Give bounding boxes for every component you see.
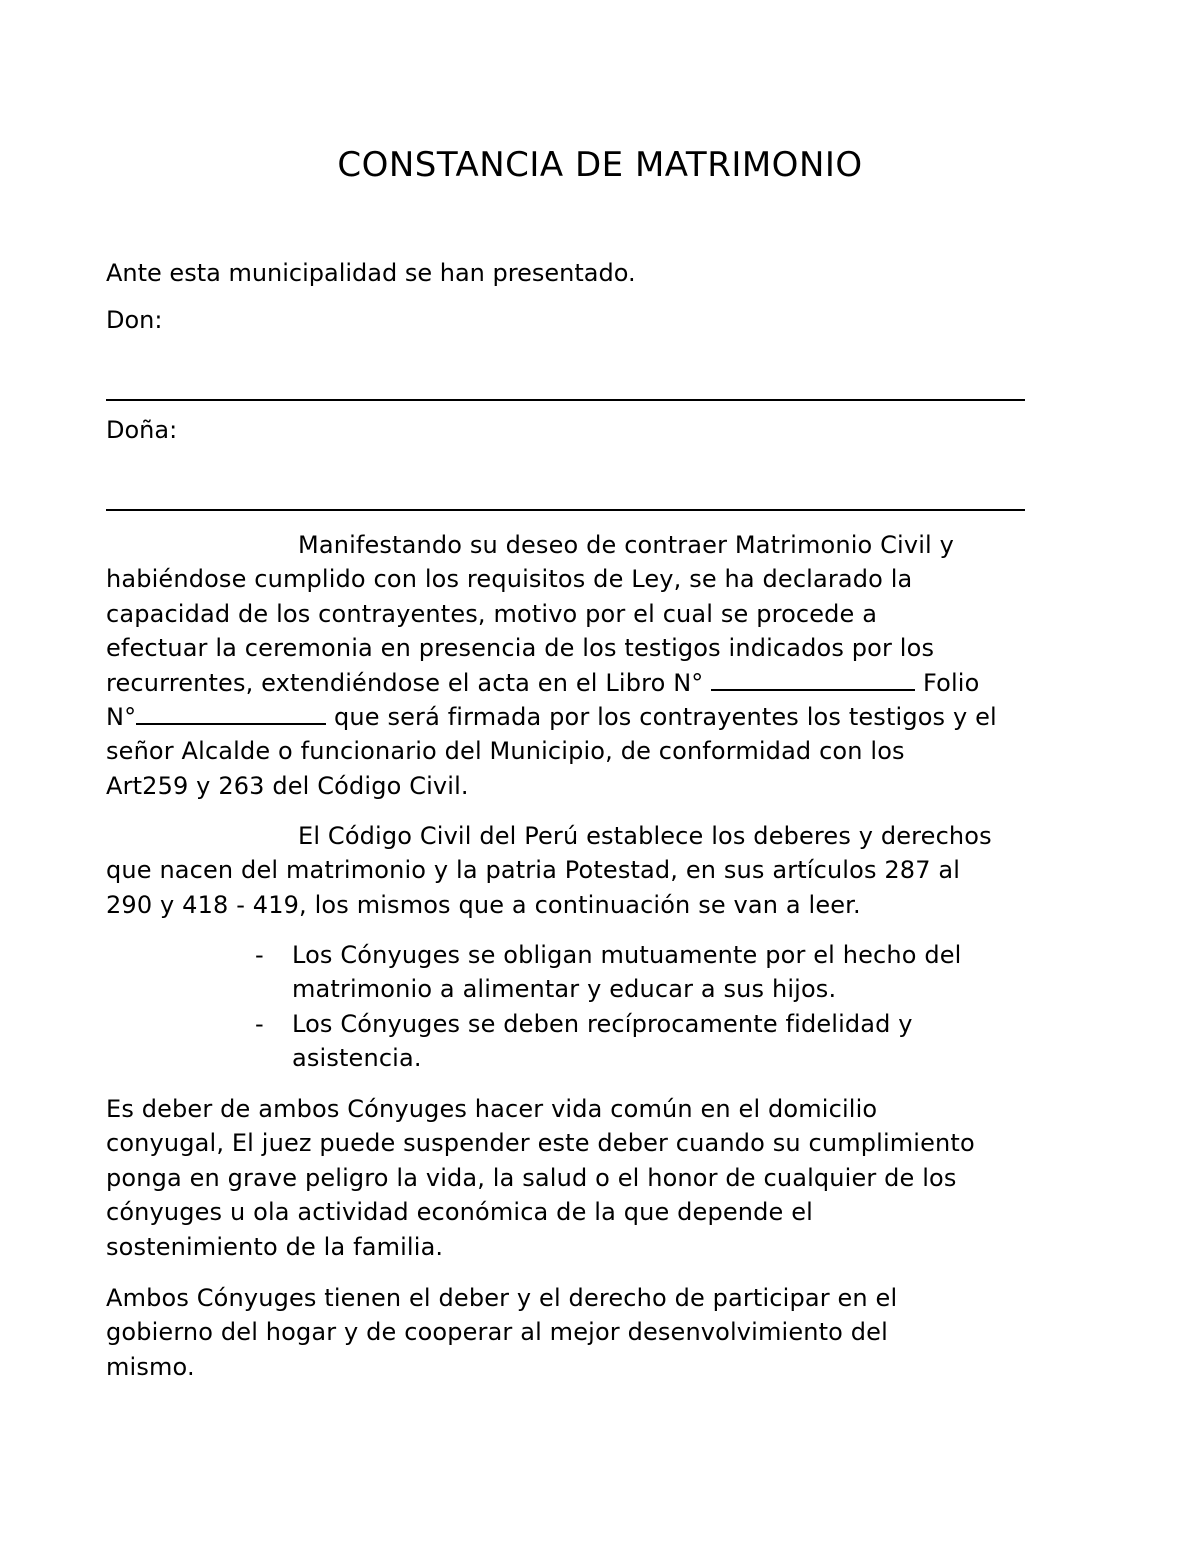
- libro-number-blank: [711, 669, 915, 691]
- paragraph-line: que nacen del matrimonio y la patria Potestad, en sus artículos 287 al: [106, 856, 961, 885]
- libro-label: recurrentes, extendiéndose el acta en el Libro N°: [106, 668, 704, 697]
- paragraph-line: El Código Civil del Perú establece los deberes y derechos: [298, 822, 992, 850]
- paragraph-line: [106, 700, 1106, 734]
- paragraph-declaration: [106, 528, 1106, 803]
- bullet-dash: -: [255, 1009, 264, 1038]
- paragraph-household: [106, 1281, 1106, 1384]
- paragraph-line: Manifestando su deseo de contraer Matrimonio Civil y: [298, 531, 954, 559]
- paragraph-line: habiéndose cumplido con los requisitos de Ley, se ha declarado la: [106, 565, 913, 594]
- paragraph-line: efectuar la ceremonia en presencia de los testigos indicados por los: [106, 634, 935, 663]
- list-item: [255, 1007, 1075, 1076]
- dona-label: Doña:: [106, 416, 178, 444]
- dona-signature-line: [106, 509, 1025, 511]
- paragraph-line: mismo.: [106, 1352, 195, 1381]
- paragraph-line: Ambos Cónyuges tienen el deber y el derecho de participar en el: [106, 1284, 898, 1312]
- don-signature-line: [106, 399, 1025, 401]
- list-item-line: matrimonio a alimentar y educar a sus hijos.: [292, 975, 837, 1004]
- paragraph-line: capacidad de los contrayentes, motivo por el cual se procede a: [106, 599, 878, 628]
- paragraph-line: [106, 666, 1106, 700]
- list-item-line: Los Cónyuges se obligan mutuamente por el hecho del: [292, 941, 962, 969]
- intro-text: Ante esta municipalidad se han presentado.: [106, 259, 636, 287]
- list-item-line: asistencia.: [292, 1044, 422, 1073]
- document-title: CONSTANCIA DE MATRIMONIO: [337, 145, 863, 185]
- duties-list: [255, 938, 1075, 1076]
- folio-number-blank: [136, 703, 326, 725]
- paragraph-text: que será firmada por los contrayentes los testigos y el: [334, 703, 997, 732]
- paragraph-line: conyugal, El juez puede suspender este deber cuando su cumplimiento: [106, 1129, 975, 1158]
- paragraph-line: cónyuges u ola actividad económica de la que depende el: [106, 1198, 813, 1227]
- list-item-line: Los Cónyuges se deben recíprocamente fidelidad y: [292, 1009, 913, 1038]
- paragraph-line: señor Alcalde o funcionario del Municipio, de conformidad con los: [106, 737, 905, 766]
- don-label: Don:: [106, 306, 163, 334]
- folio-label: Folio: [923, 668, 980, 697]
- paragraph-civil-code: [106, 819, 1106, 922]
- paragraph-line: sostenimiento de la familia.: [106, 1232, 444, 1261]
- paragraph-line: Art259 y 263 del Código Civil.: [106, 771, 469, 800]
- bullet-dash: -: [255, 941, 264, 969]
- paragraph-line: ponga en grave peligro la vida, la salud o el honor de cualquier de los: [106, 1163, 957, 1192]
- paragraph-line: gobierno del hogar y de cooperar al mejor desenvolvimiento del: [106, 1318, 888, 1347]
- paragraph-domicile: [106, 1092, 1106, 1264]
- paragraph-line: 290 y 418 - 419, los mismos que a continuación se van a leer.: [106, 890, 861, 919]
- folio-number-label: N°: [106, 703, 137, 732]
- paragraph-line: Es deber de ambos Cónyuges hacer vida común en el domicilio: [106, 1095, 878, 1123]
- list-item: [255, 938, 1075, 1007]
